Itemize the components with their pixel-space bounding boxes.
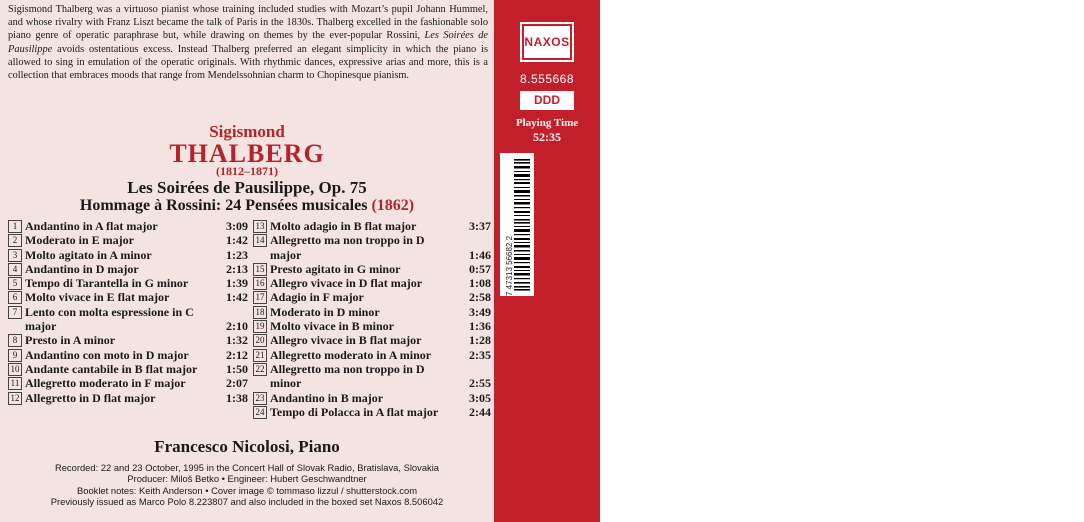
composer-first-name: Sigismond: [209, 122, 285, 141]
track-duration: 2:13: [226, 261, 248, 276]
copyright-notice: ℗ 1997 & © 2022 Naxos Rights US, Inc.: [1074, 362, 1083, 508]
track-row: [253, 391, 491, 405]
track-row: [8, 262, 248, 276]
work-subtitle: [0, 197, 494, 215]
track-row: [253, 362, 491, 391]
track-title: Tempo di Polacca in A flat major: [270, 404, 439, 419]
spine-notes: [1033, 421, 1053, 508]
track-row: [8, 219, 248, 233]
track-row: [253, 276, 491, 290]
work-year: (1862): [371, 197, 415, 214]
track-number: 1: [8, 220, 22, 233]
track-title: Allegro vivace in D flat major: [270, 276, 423, 291]
track-duration: 1:28: [469, 333, 491, 348]
track-row: [253, 290, 491, 304]
track-duration: 2:10: [226, 319, 248, 334]
track-title: Adagio in F major: [270, 290, 364, 305]
track-title: Andantino in B major: [270, 390, 384, 405]
track-duration: 1:36: [469, 319, 491, 334]
track-row: [8, 290, 248, 304]
track-row: [253, 348, 491, 362]
track-row: [8, 233, 248, 247]
track-number: 10: [8, 363, 22, 376]
credits: [0, 462, 494, 508]
track-duration: 3:49: [469, 304, 491, 319]
track-number: 18: [253, 306, 267, 319]
track-title: Molto adagio in B flat major: [270, 219, 417, 233]
track-number: 17: [253, 291, 267, 304]
track-duration: 3:05: [469, 390, 491, 405]
track-number: 24: [253, 406, 267, 419]
naxos-logo-text: NAXOS: [524, 26, 570, 58]
track-duration: 1:46: [469, 247, 491, 262]
track-duration: 1:42: [226, 290, 248, 305]
credits-line: Recorded: 22 and 23 October, 1995 in the Concert Hall of Slovak Radio, Bratislava, Slovakia: [54, 462, 440, 473]
intro-part1: Sigismond Thalberg was a virtuoso pianist whose training included studies with Mozart’s pupil Johann Hummel, and whose rivalry with Franz Liszt became the talk of Paris in the 1830s. Thalberg excelled in the fashionable solo piano genre of operatic paraphrase but, while drawing on themes by the ever-popular Rossini,: [8, 4, 488, 42]
credits-line: Producer: Miloš Betko • Engineer: Hubert Geschwandtner: [127, 473, 367, 485]
track-number: 8: [8, 334, 22, 347]
track-title: Andantino con moto in D major: [25, 347, 189, 362]
track-title: Allegretto ma non troppo in D major: [270, 233, 425, 262]
track-title: Andante cantabile in B flat major: [25, 361, 198, 376]
intro-part2: avoids ostentatious excess. Instead Thalberg preferred an elegant simplicity in which the piano is allowed to sing in emulation of the operatic originals. With rhythmic dances, expressive arias and more, this is a collection that embraces moods that range from Mendelssohnian charm to Chopinesque pianism.: [8, 43, 488, 82]
track-title: Andantino in D major: [25, 261, 139, 276]
track-number: 4: [8, 263, 22, 276]
tracklist-left: [8, 219, 248, 405]
track-number: 2: [8, 234, 22, 247]
track-row: [253, 262, 491, 276]
track-duration: 2:58: [469, 290, 491, 305]
track-duration: 2:12: [226, 347, 248, 362]
track-duration: 0:57: [469, 261, 491, 276]
track-title: Allegretto moderato in A minor: [270, 347, 432, 362]
track-number: 14: [253, 234, 267, 247]
track-row: [253, 233, 491, 262]
performer: Francesco Nicolosi, Piano: [154, 437, 340, 456]
track-title: Allegretto moderato in F major: [25, 376, 186, 391]
track-title: Moderato in E major: [25, 233, 134, 248]
track-number: 3: [8, 249, 22, 262]
track-row: [253, 405, 491, 419]
ddd-badge: DDD: [520, 91, 574, 110]
track-number: 12: [8, 392, 22, 405]
track-duration: 3:37: [469, 219, 491, 233]
naxos-logo: [520, 22, 574, 62]
tracklist-right: [253, 219, 491, 419]
track-row: [8, 376, 248, 390]
track-title: Allegretto in D flat major: [25, 390, 156, 405]
playing-time-value: 52:35: [533, 130, 561, 144]
track-duration: 2:35: [469, 347, 491, 362]
track-duration: 2:44: [469, 404, 491, 419]
track-duration: 1:23: [226, 247, 248, 262]
track-title: Molto vivace in B minor: [270, 319, 394, 334]
track-row: [8, 305, 248, 334]
track-row: [8, 348, 248, 362]
composer-last-name: THALBERG: [169, 139, 325, 168]
track-number: 11: [8, 377, 22, 390]
track-duration: 1:32: [226, 333, 248, 348]
catalog-number: 8.555668: [519, 72, 575, 86]
website-url[interactable]: www.naxos.com: [1054, 425, 1068, 508]
track-duration: 1:08: [469, 276, 491, 291]
playing-time-label: Playing Time: [515, 117, 579, 129]
track-title: Allegro vivace in B flat major: [270, 333, 422, 348]
intro-text: [8, 3, 488, 82]
track-number: 7: [8, 306, 22, 319]
track-duration: 1:39: [226, 276, 248, 291]
track-title: Lento con molta espressione in C major: [25, 304, 194, 334]
track-row: [8, 248, 248, 262]
track-row: [253, 319, 491, 333]
track-title: Moderato in D minor: [270, 304, 380, 319]
track-title: Tempo di Tarantella in G minor: [25, 276, 189, 291]
track-number: 6: [8, 291, 22, 304]
track-number: 16: [253, 277, 267, 290]
track-duration: 1:50: [226, 361, 248, 376]
main-panel: [0, 0, 494, 522]
track-number: 20: [253, 334, 267, 347]
track-row: [253, 333, 491, 347]
track-title: Molto vivace in E flat major: [25, 290, 170, 305]
track-title: Allegretto ma non troppo in D minor: [270, 361, 425, 391]
track-number: 23: [253, 392, 267, 405]
track-title: Presto agitato in G minor: [270, 261, 401, 276]
track-duration: 2:55: [469, 376, 491, 391]
work-subtitle-text: Hommage à Rossini: 24 Pensées musicales: [79, 197, 368, 214]
barcode-digits: 7 47313 56682 2: [505, 235, 514, 296]
track-duration: 2:07: [226, 376, 248, 391]
track-title: Andantino in A flat major: [25, 219, 158, 233]
track-title: Presto in A minor: [25, 333, 116, 348]
made-in: Made in Germany: [1033, 442, 1042, 508]
track-duration: 1:42: [226, 233, 248, 248]
track-row: [253, 219, 491, 233]
track-row: [8, 333, 248, 347]
track-row: [8, 276, 248, 290]
composer-dates: (1812–1871): [216, 164, 278, 178]
booklet-language: Booklet notes in English: [1043, 420, 1052, 508]
credits-line: Previously issued as Marco Polo 8.223807 and also included in the boxed set Naxos 8.506042: [50, 496, 444, 508]
track-row: [253, 305, 491, 319]
track-number: 13: [253, 220, 267, 233]
track-duration: 3:09: [226, 219, 248, 233]
track-number: 21: [253, 349, 267, 362]
credits-line: Booklet notes: Keith Anderson • Cover image © tommaso lizzul / shutterstock.com: [76, 484, 418, 496]
work-title: Les Soirées de Pausilippe, Op. 75: [127, 178, 367, 197]
track-number: 19: [253, 320, 267, 333]
intro-italic-title: Les Soirées de Pausilippe: [8, 30, 488, 55]
track-title: Molto agitato in A minor: [25, 247, 152, 262]
track-number: 15: [253, 263, 267, 276]
track-row: [8, 391, 248, 405]
track-duration: 1:38: [226, 390, 248, 405]
track-number: 22: [253, 363, 267, 376]
track-number: 5: [8, 277, 22, 290]
track-number: 9: [8, 349, 22, 362]
track-row: [8, 362, 248, 376]
